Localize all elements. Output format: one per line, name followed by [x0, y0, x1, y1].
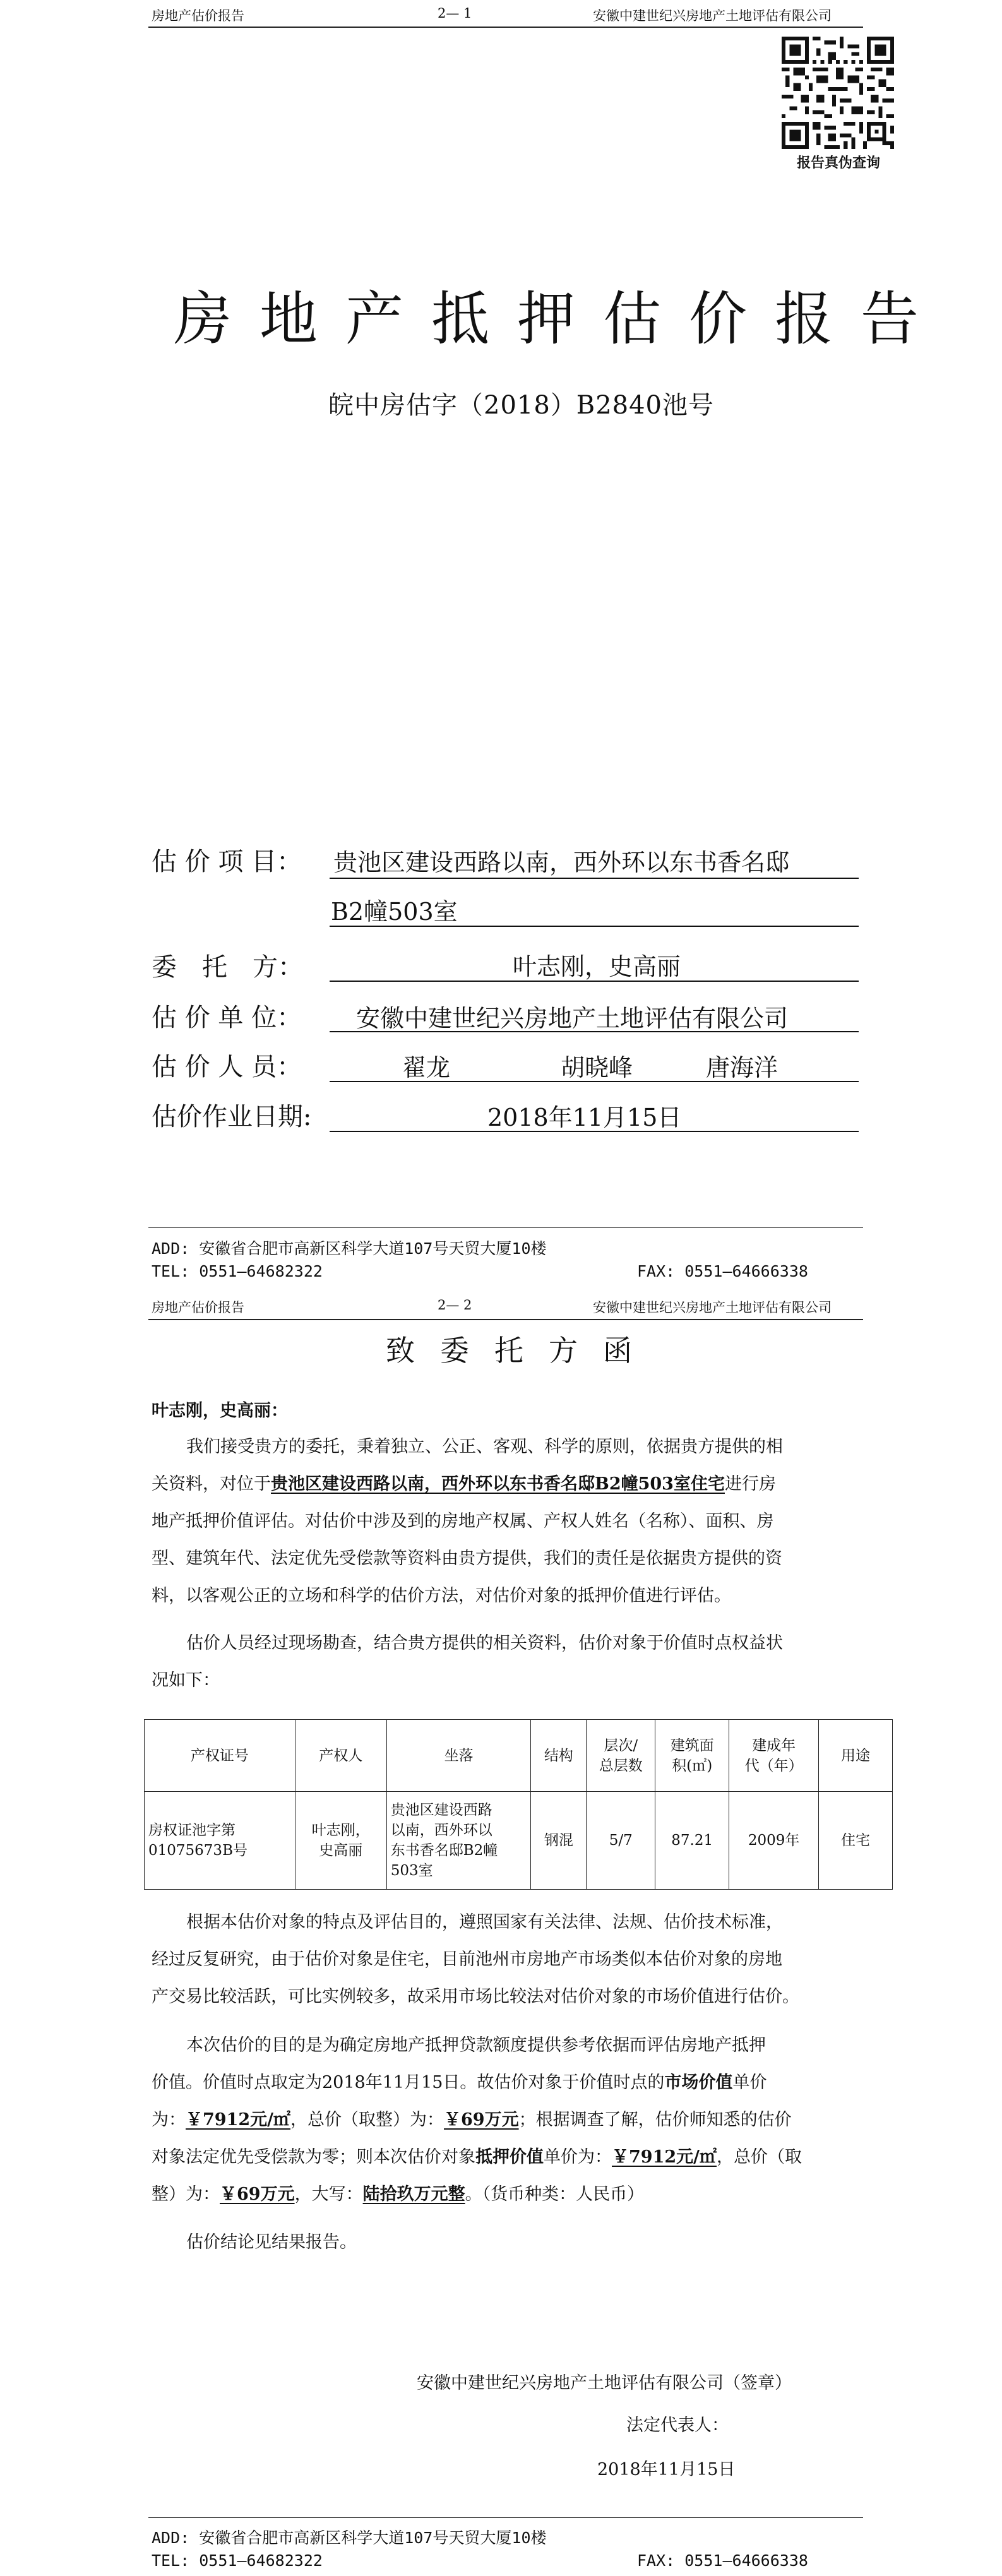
table-row [145, 1792, 893, 1890]
market-total-price: ￥69万元 [444, 2110, 519, 2130]
owner-cell: 叶志刚， 史高丽 [295, 1792, 386, 1890]
para4-line1: 本次估价的目的是为确定房地产抵押贷款额度提供参考依据而评估房地产抵押 [186, 2036, 766, 2055]
para1-line5: 料，以客观公正的立场和科学的估价方法，对估价对象的抵押价值进行评估。 [152, 1586, 731, 1606]
para2-line2: 况如下： [152, 1671, 220, 1690]
mortgage-unit-price: ￥7912元/㎡ [612, 2147, 717, 2167]
para4-line2 [152, 2064, 766, 2101]
table-header-cell: 用途 [819, 1720, 893, 1792]
appraiser-1: 翟龙 [402, 1054, 451, 1082]
salutation: 叶志刚，史高丽： [152, 1401, 288, 1421]
appraiser-2: 胡晓峰 [561, 1054, 633, 1082]
para4-line5-c: ，大写： [294, 2185, 363, 2204]
mortgage-value-term: 抵押价值 [475, 2147, 544, 2167]
page1-footer-tel: TEL: 0551—64682322 [152, 1262, 323, 1280]
page1-footer-address: ADD: 安徽省合肥市高新区科学大道107号天贸大厦10楼 [152, 1239, 547, 1258]
unit-label: 估 价 单 位： [152, 1003, 302, 1032]
para4-line2-c: 单价 [732, 2073, 767, 2092]
para3-line3: 产交易比较活跃，可比实例较多，故采用市场比较法对估价对象的市场价值进行估价。 [152, 1987, 799, 2007]
para1-line2-c: 进行房 [724, 1474, 776, 1494]
para1-line2-a: 关资料，对位于 [152, 1474, 271, 1494]
para3-line1: 根据本估价对象的特点及评估目的，遵照国家有关法律、法规、估价技术标准， [186, 1912, 783, 1932]
para4-line2-a: 价值。价值时点取定为2018年11月15日。故估价对象于价值时点的 [152, 2073, 665, 2092]
table-header-cell: 结构 [531, 1720, 587, 1792]
appraiser-3: 唐海洋 [706, 1054, 778, 1082]
page1-header-page-number: 2— 1 [438, 6, 472, 21]
page1-header-left: 房地产估价报告 [152, 8, 244, 23]
structure-cell: 钢混 [531, 1792, 587, 1890]
client-underline [330, 981, 859, 982]
property-table [144, 1719, 893, 1890]
amount-in-words: 陆拾玖万元整 [362, 2185, 465, 2204]
usage-cell: 住宅 [819, 1792, 893, 1890]
cert-number-cell: 房权证池字第 01075673B号 [145, 1792, 295, 1890]
report-number: 皖中房估字（2018）B2840池号 [328, 391, 714, 420]
table-header-cell: 层次/ 总层数 [587, 1720, 655, 1792]
page2-footer-fax: FAX: 0551—64666338 [637, 2551, 808, 2570]
letter-title: 致委托方函 [386, 1333, 657, 1368]
page2-footer-rule [148, 2517, 863, 2518]
page1-header-rule [148, 27, 863, 28]
market-unit-price: ￥7912元/㎡ [186, 2110, 291, 2130]
client-value: 叶志刚，史高丽 [513, 953, 681, 981]
location-cell: 贵池区建设西路 以南，西外环以 东书香名邸B2幢 503室 [386, 1792, 531, 1890]
page2-header-page-number: 2— 2 [438, 1297, 472, 1313]
qr-code-icon [782, 37, 894, 149]
page2-footer-address: ADD: 安徽省合肥市高新区科学大道107号天贸大厦10楼 [152, 2529, 547, 2547]
date-underline [330, 1131, 859, 1132]
para1-line1: 我们接受贵方的委托，秉着独立、公正、客观、科学的原则，依据贵方提供的相 [186, 1437, 783, 1457]
para3-line2: 经过反复研究，由于估价对象是住宅，目前池州市房地产市场类似本估价对象的房地 [152, 1950, 782, 1969]
report-title: 房地产抵押估价报告 [174, 285, 947, 353]
para4-line5-e: 。（货币种类：人民币） [465, 2185, 645, 2204]
para1-line3: 地产抵押价值评估。对估价中涉及到的房地产权属、产权人姓名（名称）、面积、房 [152, 1512, 774, 1531]
unit-value: 安徽中建世纪兴房地产土地评估有限公司 [356, 1005, 789, 1032]
table-header-cell: 产权证号 [145, 1720, 295, 1792]
project-label: 估 价 项 目： [152, 847, 302, 876]
page1-footer-fax: FAX: 0551—64666338 [637, 1262, 808, 1280]
signature-date: 2018年11月15日 [597, 2460, 736, 2479]
page1-header-right: 安徽中建世纪兴房地产土地评估有限公司 [593, 8, 832, 23]
page1-footer-rule [148, 1227, 863, 1228]
page2-footer-tel: TEL: 0551—64682322 [152, 2551, 323, 2570]
table-header-cell: 建筑面 积(㎡) [655, 1720, 729, 1792]
project-underline-1 [330, 878, 859, 879]
para4-line3-a: 为： [152, 2110, 186, 2130]
floors-cell: 5/7 [587, 1792, 655, 1890]
client-label: 委 托 方： [152, 953, 303, 982]
market-value-term: 市场价值 [664, 2073, 733, 2092]
page2-header-left: 房地产估价报告 [152, 1300, 244, 1315]
para4-line3-c: ，总价（取整）为： [290, 2110, 444, 2130]
table-header-cell: 建成年 代（年） [729, 1720, 819, 1792]
date-value: 2018年11月15日 [487, 1104, 682, 1131]
table-header-cell: 产权人 [295, 1720, 386, 1792]
date-label: 估价作业日期: [152, 1102, 312, 1131]
para4-line5 [152, 2176, 644, 2213]
project-value-line1: 贵池区建设西路以南，西外环以东书香名邸 [333, 849, 790, 876]
para4-line4-e: ，总价（取 [717, 2147, 802, 2167]
appraisers-underline [330, 1081, 859, 1082]
mortgage-total-price: ￥69万元 [220, 2185, 295, 2204]
para4-line4-a: 对象法定优先受偿款为零；则本次估价对象 [152, 2147, 475, 2167]
page2-header-rule [148, 1319, 863, 1320]
para4-line5-a: 整）为： [152, 2185, 220, 2204]
para2-line1: 估价人员经过现场勘查，结合贵方提供的相关资料，估价对象于价值时点权益状 [186, 1633, 783, 1653]
para1-line2 [152, 1465, 776, 1503]
signature-representative: 法定代表人： [626, 2416, 729, 2435]
qr-caption: 报告真伪查询 [797, 155, 881, 171]
para4-line4-c: 单价为： [544, 2147, 612, 2167]
project-underline-2 [330, 926, 859, 927]
project-value-line2: B2幢503室 [331, 898, 458, 926]
area-cell: 87.21 [655, 1792, 729, 1890]
year-cell: 2009年 [729, 1792, 819, 1890]
para5: 估价结论见结果报告。 [186, 2233, 357, 2252]
table-header-cell: 坐落 [386, 1720, 531, 1792]
unit-underline [330, 1031, 859, 1032]
signature-company: 安徽中建世纪兴房地产土地评估有限公司（签章） [417, 2373, 792, 2393]
para4-line3-e: ；根据调查了解，估价师知悉的估价 [518, 2110, 792, 2130]
para4-line4 [152, 2138, 802, 2176]
para1-line4: 型、建筑年代、法定优先受偿款等资料由贵方提供，我们的责任是依据贵方提供的资 [152, 1549, 782, 1568]
table-header-row [145, 1720, 893, 1792]
para4-line3 [152, 2101, 792, 2138]
appraisers-label: 估 价 人 员： [152, 1052, 302, 1082]
property-address-highlight: 贵池区建设西路以南，西外环以东书香名邸B2幢503室住宅 [271, 1474, 725, 1494]
page2-header-right: 安徽中建世纪兴房地产土地评估有限公司 [593, 1300, 832, 1315]
